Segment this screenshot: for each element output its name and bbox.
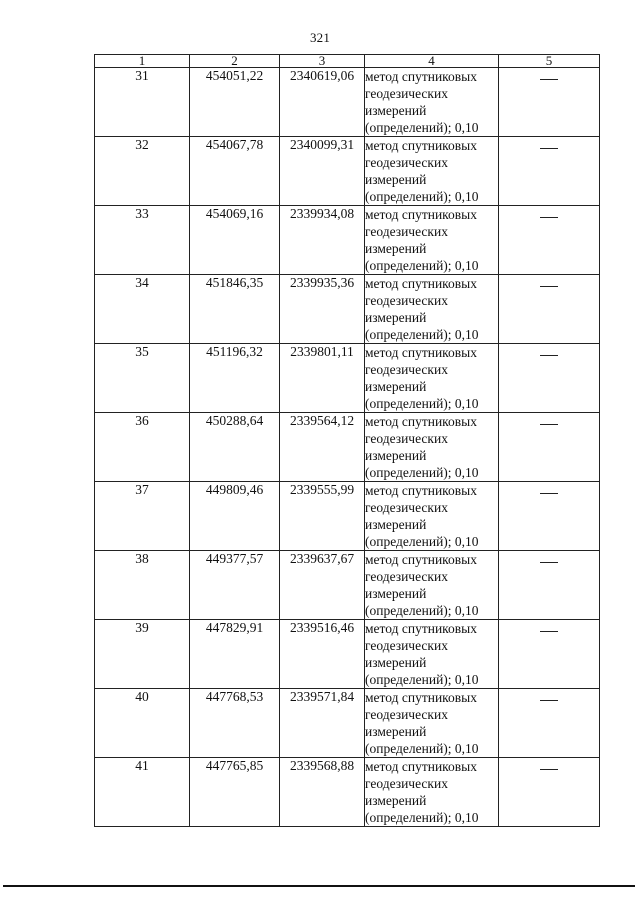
method-cell [365, 275, 499, 344]
x-coordinate-cell: 449377,57 [190, 551, 280, 620]
y-coordinate-cell: 2339934,08 [280, 206, 365, 275]
point-number-cell: 41 [95, 758, 190, 827]
method-line: измерений [365, 517, 427, 532]
method-line: (определений); 0,10 [365, 534, 479, 549]
y-coordinate-cell: 2340619,06 [280, 68, 365, 137]
point-number-cell: 34 [95, 275, 190, 344]
table-row [95, 137, 600, 206]
x-coordinate-cell: 449809,46 [190, 482, 280, 551]
method-line: измерений [365, 172, 427, 187]
method-line: (определений); 0,10 [365, 189, 479, 204]
method-line: (определений); 0,10 [365, 810, 479, 825]
point-number-cell: 40 [95, 689, 190, 758]
header-col-1: 1 [95, 55, 190, 68]
dash-mark [540, 631, 558, 632]
method-line: метод спутниковых [365, 414, 477, 429]
note-cell [499, 413, 600, 482]
method-cell [365, 551, 499, 620]
table-body [95, 68, 600, 827]
bottom-rule [3, 885, 635, 887]
method-line: геодезических [365, 155, 448, 170]
table-row [95, 758, 600, 827]
method-line: метод спутниковых [365, 759, 477, 774]
table-row [95, 413, 600, 482]
method-line: геодезических [365, 776, 448, 791]
method-line: (определений); 0,10 [365, 396, 479, 411]
method-line: геодезических [365, 500, 448, 515]
method-line: измерений [365, 310, 427, 325]
note-cell [499, 482, 600, 551]
note-cell [499, 344, 600, 413]
y-coordinate-cell: 2340099,31 [280, 137, 365, 206]
note-cell [499, 68, 600, 137]
dash-mark [540, 562, 558, 563]
y-coordinate-cell: 2339637,67 [280, 551, 365, 620]
method-line: геодезических [365, 224, 448, 239]
x-coordinate-cell: 451846,35 [190, 275, 280, 344]
point-number-cell: 32 [95, 137, 190, 206]
x-coordinate-cell: 454069,16 [190, 206, 280, 275]
note-cell [499, 689, 600, 758]
method-line: метод спутниковых [365, 207, 477, 222]
x-coordinate-cell: 454051,22 [190, 68, 280, 137]
method-line: метод спутниковых [365, 345, 477, 360]
point-number-cell: 35 [95, 344, 190, 413]
table-row [95, 68, 600, 137]
method-line: измерений [365, 655, 427, 670]
dash-mark [540, 700, 558, 701]
y-coordinate-cell: 2339935,36 [280, 275, 365, 344]
y-coordinate-cell: 2339571,84 [280, 689, 365, 758]
method-cell [365, 689, 499, 758]
x-coordinate-cell: 447829,91 [190, 620, 280, 689]
method-line: (определений); 0,10 [365, 120, 479, 135]
y-coordinate-cell: 2339516,46 [280, 620, 365, 689]
dash-mark [540, 493, 558, 494]
dash-mark [540, 286, 558, 287]
dash-mark [540, 769, 558, 770]
point-number-cell: 31 [95, 68, 190, 137]
note-cell [499, 137, 600, 206]
method-line: метод спутниковых [365, 138, 477, 153]
method-line: (определений); 0,10 [365, 603, 479, 618]
method-line: геодезических [365, 293, 448, 308]
table-row [95, 344, 600, 413]
method-line: (определений); 0,10 [365, 672, 479, 687]
x-coordinate-cell: 451196,32 [190, 344, 280, 413]
page-number: 321 [309, 30, 331, 45]
dash-mark [540, 79, 558, 80]
table-row [95, 689, 600, 758]
method-line: метод спутниковых [365, 621, 477, 636]
point-number-cell: 39 [95, 620, 190, 689]
method-cell [365, 68, 499, 137]
method-line: геодезических [365, 707, 448, 722]
method-line: (определений); 0,10 [365, 741, 479, 756]
note-cell [499, 758, 600, 827]
method-cell [365, 413, 499, 482]
y-coordinate-cell: 2339555,99 [280, 482, 365, 551]
table-row [95, 206, 600, 275]
point-number-cell: 37 [95, 482, 190, 551]
dash-mark [540, 424, 558, 425]
point-number-cell: 36 [95, 413, 190, 482]
header-col-3: 3 [280, 55, 365, 68]
method-cell [365, 758, 499, 827]
header-col-5: 5 [499, 55, 600, 68]
method-line: геодезических [365, 362, 448, 377]
dash-mark [540, 148, 558, 149]
table-row [95, 275, 600, 344]
x-coordinate-cell: 450288,64 [190, 413, 280, 482]
note-cell [499, 275, 600, 344]
header-col-4: 4 [365, 55, 499, 68]
x-coordinate-cell: 454067,78 [190, 137, 280, 206]
x-coordinate-cell: 447768,53 [190, 689, 280, 758]
note-cell [499, 206, 600, 275]
method-line: (определений); 0,10 [365, 465, 479, 480]
table-row [95, 551, 600, 620]
y-coordinate-cell: 2339564,12 [280, 413, 365, 482]
method-line: (определений); 0,10 [365, 327, 479, 342]
x-coordinate-cell: 447765,85 [190, 758, 280, 827]
method-line: измерений [365, 241, 427, 256]
method-line: геодезических [365, 569, 448, 584]
method-line: метод спутниковых [365, 69, 477, 84]
method-cell [365, 620, 499, 689]
method-line: метод спутниковых [365, 690, 477, 705]
method-line: метод спутниковых [365, 552, 477, 567]
point-number-cell: 38 [95, 551, 190, 620]
table-header [95, 55, 600, 68]
method-line: геодезических [365, 86, 448, 101]
method-line: измерений [365, 448, 427, 463]
method-line: измерений [365, 586, 427, 601]
method-cell [365, 206, 499, 275]
method-line: (определений); 0,10 [365, 258, 479, 273]
dash-mark [540, 355, 558, 356]
method-cell [365, 482, 499, 551]
note-cell [499, 620, 600, 689]
dash-mark [540, 217, 558, 218]
method-line: измерений [365, 103, 427, 118]
method-line: геодезических [365, 431, 448, 446]
method-line: метод спутниковых [365, 276, 477, 291]
method-line: измерений [365, 379, 427, 394]
method-line: измерений [365, 724, 427, 739]
note-cell [499, 551, 600, 620]
method-cell [365, 344, 499, 413]
y-coordinate-cell: 2339568,88 [280, 758, 365, 827]
coordinates-table [94, 54, 600, 827]
header-col-2: 2 [190, 55, 280, 68]
method-cell [365, 137, 499, 206]
method-line: геодезических [365, 638, 448, 653]
method-line: измерений [365, 793, 427, 808]
table-row [95, 620, 600, 689]
point-number-cell: 33 [95, 206, 190, 275]
method-line: метод спутниковых [365, 483, 477, 498]
y-coordinate-cell: 2339801,11 [280, 344, 365, 413]
table-row [95, 482, 600, 551]
